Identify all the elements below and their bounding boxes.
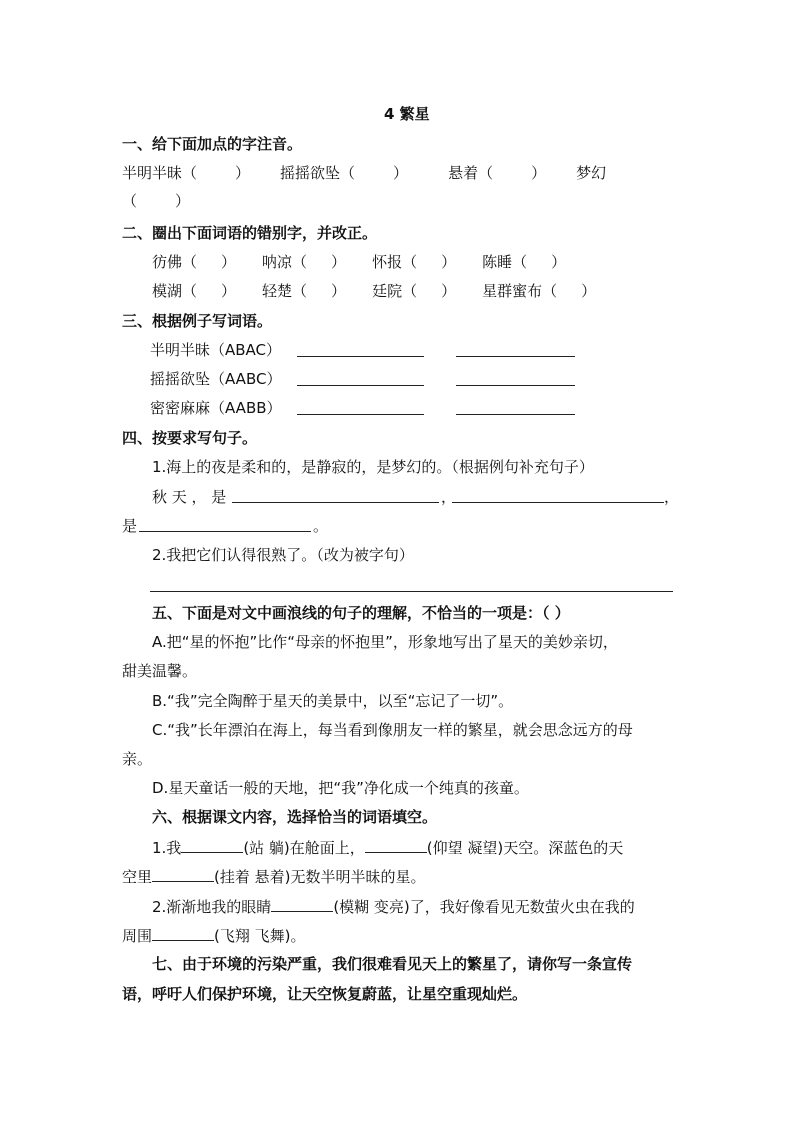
fill-blank[interactable] — [271, 895, 333, 912]
s2-word-3: 怀报（ — [372, 253, 418, 271]
section-3-heading: 三、根据例子写词语。 — [122, 312, 273, 330]
s6-text: (仰望 凝望)天空。深蓝色的天 — [426, 839, 624, 857]
s1-word-3: 悬着（ — [448, 164, 494, 182]
s2-word-2: 呐凉（ — [262, 253, 308, 271]
answer-line[interactable] — [297, 385, 424, 386]
page-title: 4 繁星 — [384, 105, 430, 123]
fill-blank[interactable] — [152, 924, 214, 941]
s6-text: 1.我 — [152, 839, 182, 857]
s2-bracket: ） — [221, 253, 237, 271]
s2-bracket: ） — [551, 253, 567, 271]
s2-bracket: ） — [221, 282, 237, 300]
answer-line[interactable] — [452, 502, 664, 503]
s2-word-1: 彷佛（ — [152, 253, 198, 271]
s2-word-4: 陈睡（ — [482, 253, 528, 271]
s4-q1-prefix: 秋 天 ， 是 — [152, 488, 227, 506]
s6-text: 空里 — [122, 868, 153, 886]
answer-line[interactable] — [297, 356, 424, 357]
option-b: B.“我”完全陶醉于星天的美景中，以至“忘记了一切”。 — [152, 692, 514, 710]
s2-word-7: 廷院（ — [372, 282, 418, 300]
s4-q1-period: 。 — [313, 517, 329, 535]
s1-word-2: 摇摇欲坠（ — [280, 164, 356, 182]
s2-word-8: 星群蜜布（ — [482, 282, 558, 300]
section-2-heading: 二、圈出下面词语的错别字，并改正。 — [122, 224, 378, 242]
s2-bracket: ） — [331, 282, 347, 300]
s1-bracket-3: ） — [531, 164, 547, 182]
answer-line[interactable] — [232, 502, 439, 503]
s6-line-3 — [152, 895, 635, 918]
option-c-line-2: 亲。 — [122, 750, 153, 768]
section-7-heading-line-2: 语，呼吁人们保护环境，让天空恢复蔚蓝，让星空重现灿烂。 — [122, 985, 528, 1003]
section-6-heading: 六、根据课文内容，选择恰当的词语填空。 — [152, 808, 438, 826]
answer-line[interactable] — [456, 414, 575, 415]
s6-line-4 — [122, 924, 306, 947]
answer-line[interactable] — [150, 591, 673, 592]
s2-bracket: ） — [581, 282, 597, 300]
option-a-line-1: A.把“星的怀抱”比作“母亲的怀抱里”，形象地写出了星天的美妙亲切， — [152, 633, 618, 651]
s4-question-1: 1.海上的夜是柔和的，是静寂的，是梦幻的。（根据例句补充句子） — [152, 458, 594, 476]
s1-row-2 — [122, 190, 190, 212]
answer-line[interactable] — [456, 385, 575, 386]
s1-word-1: 半明半昧（ — [122, 164, 198, 182]
s6-line-2 — [122, 865, 426, 888]
s3-item-3: 密密麻麻（AABB） — [150, 399, 282, 417]
s6-text: (飞翔 飞舞)。 — [214, 927, 306, 945]
option-c-line-1: C.“我”长年漂泊在海上，每当看到像朋友一样的繁星，就会思念远方的母 — [152, 721, 633, 739]
answer-line[interactable] — [456, 356, 575, 357]
fill-blank[interactable] — [181, 836, 243, 853]
section-1-heading: 一、给下面加点的字注音。 — [122, 135, 303, 153]
answer-line[interactable] — [139, 531, 311, 532]
option-a-line-2: 甜美温馨。 — [122, 662, 198, 680]
s2-word-5: 模湖（ — [152, 282, 198, 300]
s6-text: (站 躺)在舱面上， — [243, 839, 365, 857]
s6-text: 2.渐渐地我的眼睛 — [152, 898, 272, 916]
s2-word-6: 轻楚（ — [262, 282, 308, 300]
s1-bracket-2: ） — [393, 164, 409, 182]
s3-item-1: 半明半昧（ABAC） — [150, 341, 282, 359]
s1-row-1 — [122, 162, 606, 184]
s2-row-2 — [152, 280, 596, 302]
s4-question-2: 2.我把它们认得很熟了。（改为被字句） — [152, 546, 414, 564]
s6-text: 周围 — [122, 927, 153, 945]
s4-q1-line-b: 是 — [122, 517, 138, 535]
s4-q1-comma: ， — [441, 488, 457, 506]
section-7-heading-line-1: 七、由于环境的污染严重，我们很难看见天上的繁星了，请你写一条宣传 — [152, 955, 633, 973]
s2-bracket: ） — [331, 253, 347, 271]
s6-line-1 — [152, 836, 623, 859]
s1-word-4: 梦幻 — [576, 164, 607, 182]
fill-blank[interactable] — [152, 865, 214, 882]
s2-row-1 — [152, 251, 566, 273]
s2-bracket: ） — [441, 253, 457, 271]
answer-line[interactable] — [297, 414, 424, 415]
s1-bracket-1: ） — [235, 164, 251, 182]
s3-item-2: 摇摇欲坠（AABC） — [150, 370, 282, 388]
fill-blank[interactable] — [365, 836, 427, 853]
section-5-heading: 五、下面是对文中画浪线的句子的理解，不恰当的一项是：（ ） — [152, 604, 570, 622]
s2-bracket: ） — [441, 282, 457, 300]
s6-text: (挂着 悬着)无数半明半昧的星。 — [214, 868, 426, 886]
section-4-heading: 四、按要求写句子。 — [122, 429, 258, 447]
s4-q1-end: ， — [664, 488, 680, 506]
option-d: D.星天童话一般的天地，把“我”净化成一个纯真的孩童。 — [152, 779, 529, 797]
s6-text: (模糊 变亮)了，我好像看见无数萤火虫在我的 — [333, 898, 635, 916]
s1-bracket-4-open: （ — [122, 192, 138, 210]
s1-bracket-4-close: ） — [175, 192, 191, 210]
